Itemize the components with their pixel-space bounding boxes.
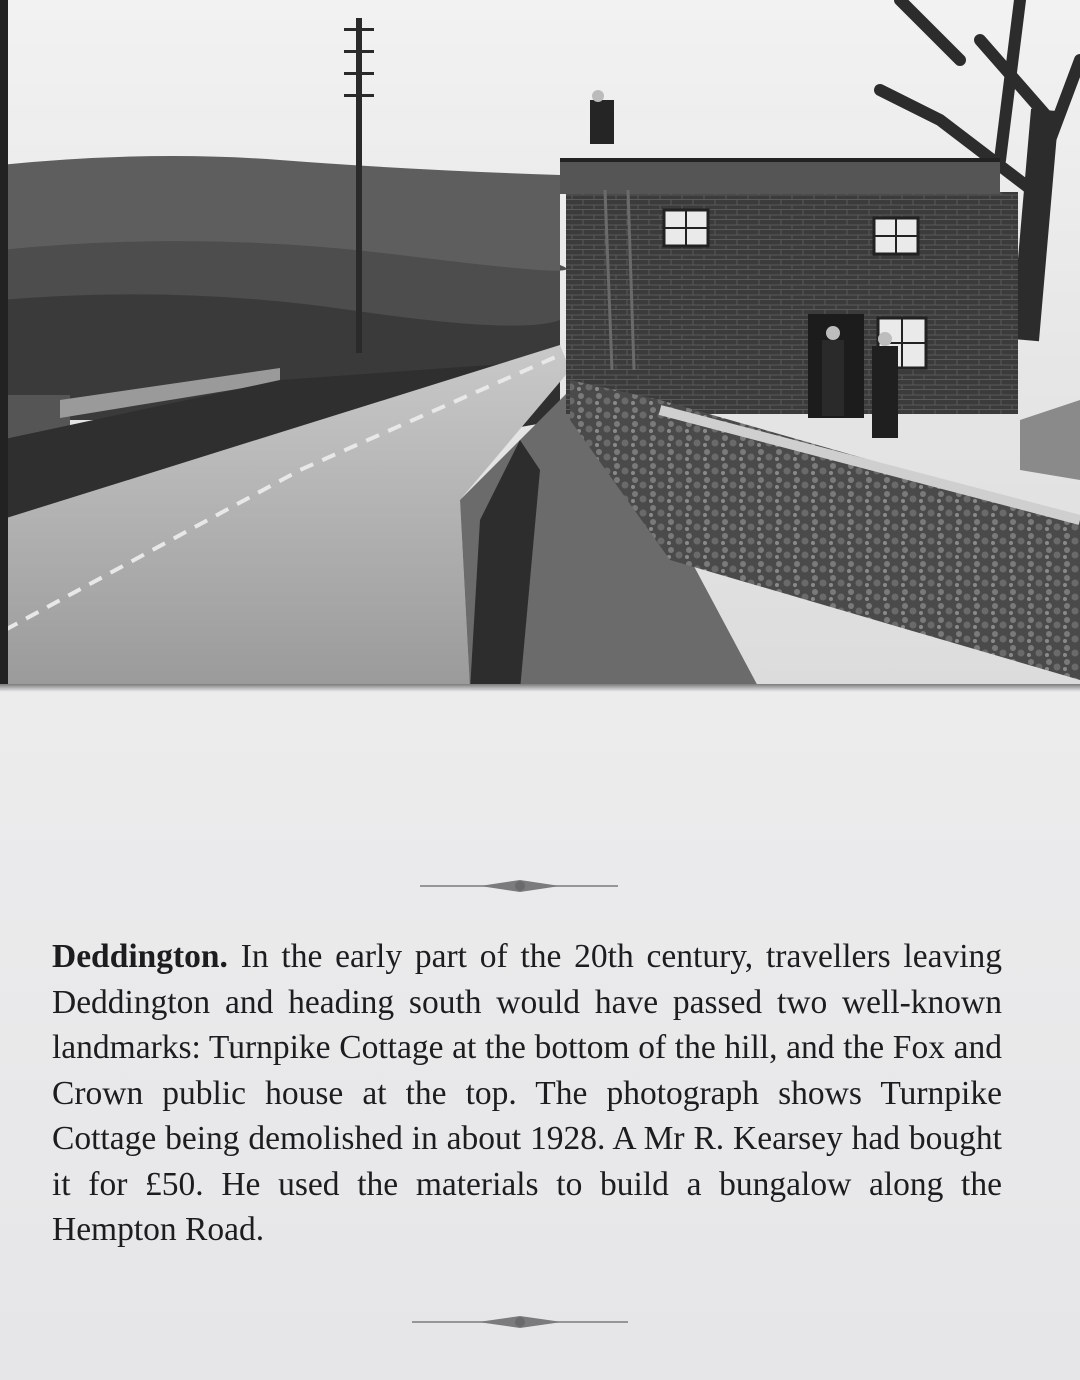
- photo-caption: [52, 934, 1002, 1253]
- divider-ornament-top: [0, 876, 1080, 896]
- caption-place-name: Deddington.: [52, 938, 228, 975]
- photo-bottom-edge: [0, 684, 1080, 692]
- divider-ornament-bottom: [0, 1312, 1080, 1332]
- caption-body: In the early part of the 20th century, travellers leaving Deddington and heading south would have passed two well-known landmarks: Turnpike Cottage at the bottom of the hill, and the Fox and Crown public house at the top. The photograph shows Turnpike Cottage being demolished in about 1928. A Mr R. Kearsey had bought it for £50. He used the materials to build a bungalow along the Hempton Road.: [52, 938, 1002, 1248]
